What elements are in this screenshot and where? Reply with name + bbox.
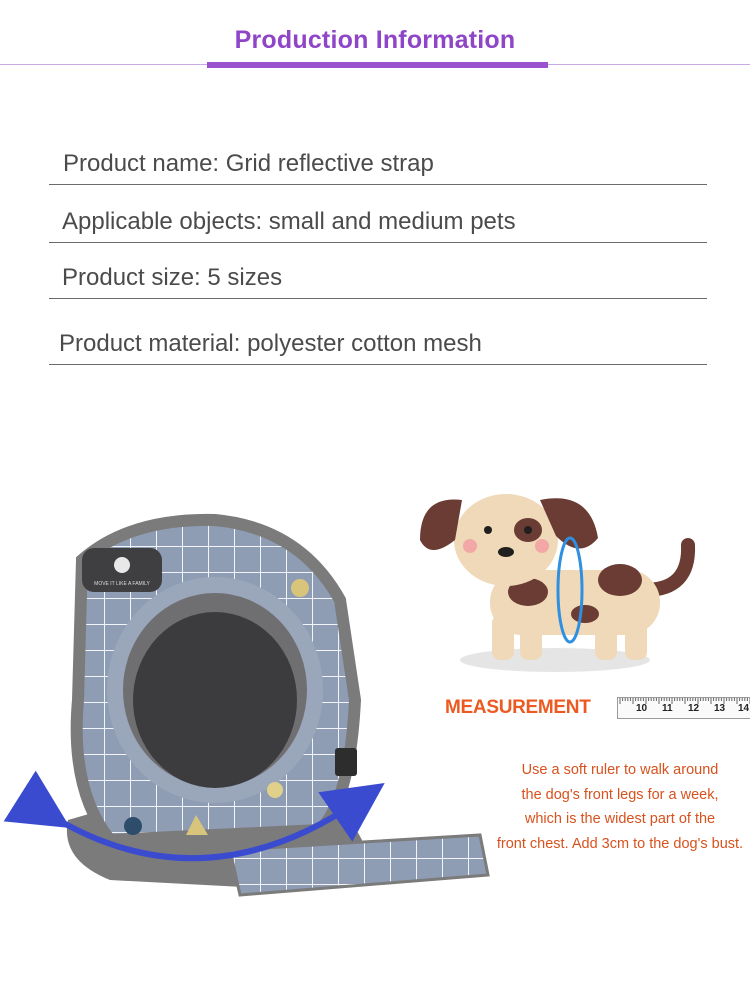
instruction-line: front chest. Add 3cm to the dog's bust. <box>496 835 744 852</box>
instruction-line: Use a soft ruler to walk around <box>521 762 719 778</box>
spec-label: Product size: 5 sizes <box>62 264 283 291</box>
spec-row-applicable-objects <box>49 198 707 243</box>
harness-buckle <box>335 748 357 776</box>
product-illustration <box>0 480 750 995</box>
page-title: Production Information <box>234 26 516 54</box>
ruler-number: 11 <box>662 703 673 714</box>
spec-row-product-name <box>49 140 707 185</box>
spec-row-product-size <box>49 254 707 299</box>
spec-label: Applicable objects: small and medium pets <box>62 208 516 235</box>
section-header <box>0 0 750 80</box>
harness-mesh-inner <box>133 612 297 788</box>
ruler-numbers <box>618 703 750 717</box>
harness-badge-text: MOVE IT LIKE A FAMILY <box>94 581 150 587</box>
dog-illustration <box>420 494 688 672</box>
spec-row-product-material <box>49 318 707 365</box>
harness-image <box>45 520 488 895</box>
ruler-number: 13 <box>714 703 726 714</box>
header-accent-bar <box>207 62 548 68</box>
ruler-number: 12 <box>688 703 700 714</box>
measurement-label: MEASUREMENT <box>445 697 591 718</box>
spec-label: Product material: polyester cotton mesh <box>59 330 482 357</box>
instruction-line: which is the widest part of the <box>524 811 716 827</box>
measurement-instructions <box>470 758 750 856</box>
paw-icon <box>114 557 130 573</box>
ruler-icon <box>617 697 750 719</box>
instruction-line: the dog's front legs for a week, <box>521 786 719 803</box>
spec-label: Product name: Grid reflective strap <box>63 150 434 177</box>
ruler-number: 10 <box>636 703 648 714</box>
ruler-number: 14 <box>738 703 750 714</box>
